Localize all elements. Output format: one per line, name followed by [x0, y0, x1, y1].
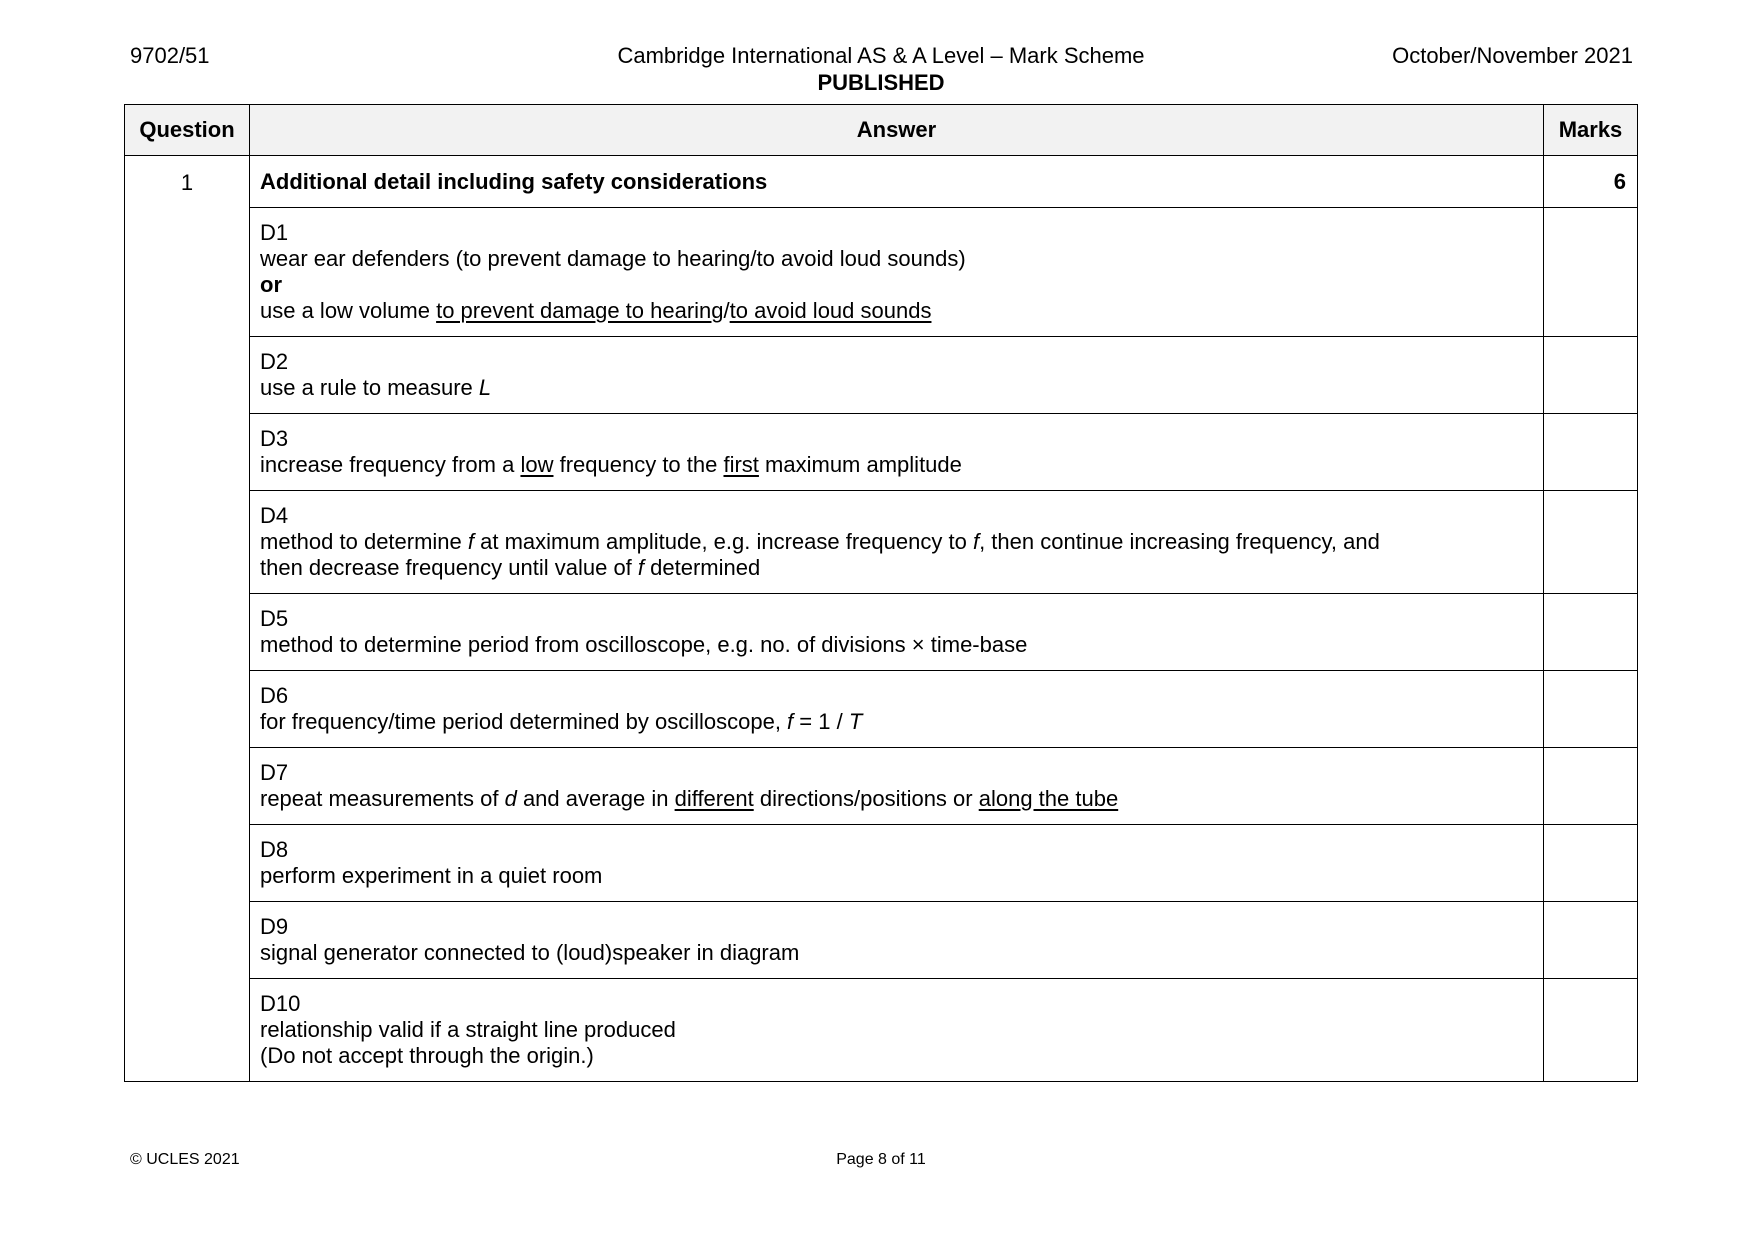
column-header-marks: Marks [1544, 105, 1638, 156]
point-text-part: frequency to the [553, 452, 724, 477]
point-text-part: use a rule to measure [260, 375, 479, 400]
point-text-part: increase frequency from a [260, 452, 521, 477]
point-text-line: (Do not accept through the origin.) [260, 1043, 594, 1068]
point-text-italic: f [787, 709, 794, 734]
mark-scheme-table [124, 104, 1638, 1082]
point-code: D4 [260, 503, 289, 528]
table-row [125, 979, 1638, 1082]
table-row [125, 337, 1638, 414]
point-text-part: and average in [516, 786, 675, 811]
answer-cell [250, 671, 1544, 748]
page-number: Page 8 of 11 [836, 1151, 926, 1168]
table-row [125, 825, 1638, 902]
point-text [260, 529, 1485, 581]
marks-cell [1544, 414, 1638, 491]
point-text-part: directions/positions or [753, 786, 979, 811]
marks-cell [1544, 337, 1638, 414]
point-text-part: = 1 / [793, 709, 849, 734]
answer-cell [250, 491, 1544, 594]
table-row [125, 414, 1638, 491]
document-title: Cambridge International AS & A Level – Mark Scheme [617, 43, 1145, 68]
table-row [125, 491, 1638, 594]
marks-cell [1544, 748, 1638, 825]
marks-cell [1544, 825, 1638, 902]
point-text-part: / [723, 298, 730, 323]
point-text-italic: L [478, 375, 492, 400]
column-header-answer: Answer [250, 105, 1544, 156]
point-text-line: relationship valid if a straight line produced [260, 1017, 676, 1042]
point-text-part: then decrease frequency until value of [260, 555, 638, 580]
marks-cell [1544, 671, 1638, 748]
point-text-italic: f [467, 529, 475, 554]
point-text-italic: T [848, 709, 863, 734]
point-text-underlined: first [723, 452, 759, 477]
point-text [260, 246, 1485, 324]
point-code: D9 [260, 914, 289, 939]
point-text-underlined: to prevent damage to hearing [436, 298, 724, 323]
point-text [260, 709, 1485, 735]
point-text-italic: d [504, 786, 517, 811]
point-text-part: repeat measurements of [260, 786, 505, 811]
point-text: signal generator connected to (loud)speaker in diagram [260, 940, 800, 965]
point-text-part: use a low volume [260, 298, 437, 323]
point-text-part: determined [644, 555, 761, 580]
published-label: PUBLISHED [817, 70, 945, 95]
marks-cell [1544, 208, 1638, 337]
copyright-notice: © UCLES 2021 [130, 1151, 240, 1168]
or-connector: or [260, 272, 282, 297]
point-text [260, 452, 1485, 478]
question-number: 1 [125, 156, 250, 1082]
point-code: D7 [260, 760, 289, 785]
answer-cell [250, 825, 1544, 902]
point-text-underlined: low [520, 452, 554, 477]
table-row [125, 902, 1638, 979]
table-header-row [125, 105, 1638, 156]
point-code: D2 [260, 349, 289, 374]
point-text-line: wear ear defenders (to prevent damage to hearing/to avoid loud sounds) [260, 246, 966, 271]
section-title: Additional detail including safety considerations [250, 156, 1544, 208]
point-text-part: method to determine [260, 529, 468, 554]
exam-session: October/November 2021 [1392, 43, 1633, 68]
point-text-underlined: along the tube [978, 786, 1119, 811]
point-code: D5 [260, 606, 289, 631]
point-code: D3 [260, 426, 289, 451]
marks-cell [1544, 902, 1638, 979]
table-row [125, 748, 1638, 825]
point-text-part: , then continue increasing frequency, and [979, 529, 1380, 554]
point-code: D8 [260, 837, 289, 862]
point-text [260, 375, 1485, 401]
answer-cell [250, 208, 1544, 337]
table-row [125, 208, 1638, 337]
paper-code: 9702/51 [130, 43, 210, 68]
table-row [125, 671, 1638, 748]
point-text-part: for frequency/time period determined by oscilloscope, [260, 709, 788, 734]
section-title-row [125, 156, 1638, 208]
table-row [125, 594, 1638, 671]
point-code: D6 [260, 683, 289, 708]
point-code: D1 [260, 220, 289, 245]
answer-cell [250, 337, 1544, 414]
answer-cell [250, 594, 1544, 671]
marks-cell [1544, 979, 1638, 1082]
answer-cell [250, 748, 1544, 825]
point-text [260, 786, 1485, 812]
point-text-italic: f [972, 529, 980, 554]
point-code: D10 [260, 991, 301, 1016]
point-text-italic: f [637, 555, 645, 580]
section-marks: 6 [1544, 156, 1638, 208]
marks-cell [1544, 594, 1638, 671]
answer-cell [250, 414, 1544, 491]
point-text-part: at maximum amplitude, e.g. increase frequency to [474, 529, 973, 554]
point-text: method to determine period from oscilloscope, e.g. no. of divisions × time-base [260, 632, 1028, 657]
column-header-question: Question [125, 105, 250, 156]
point-text-part: maximum amplitude [758, 452, 962, 477]
marks-cell [1544, 491, 1638, 594]
answer-cell [250, 979, 1544, 1082]
point-text-underlined: to avoid loud sounds [729, 298, 932, 323]
answer-cell [250, 902, 1544, 979]
point-text: perform experiment in a quiet room [260, 863, 603, 888]
point-text-underlined: different [674, 786, 754, 811]
point-text [260, 1017, 1485, 1069]
